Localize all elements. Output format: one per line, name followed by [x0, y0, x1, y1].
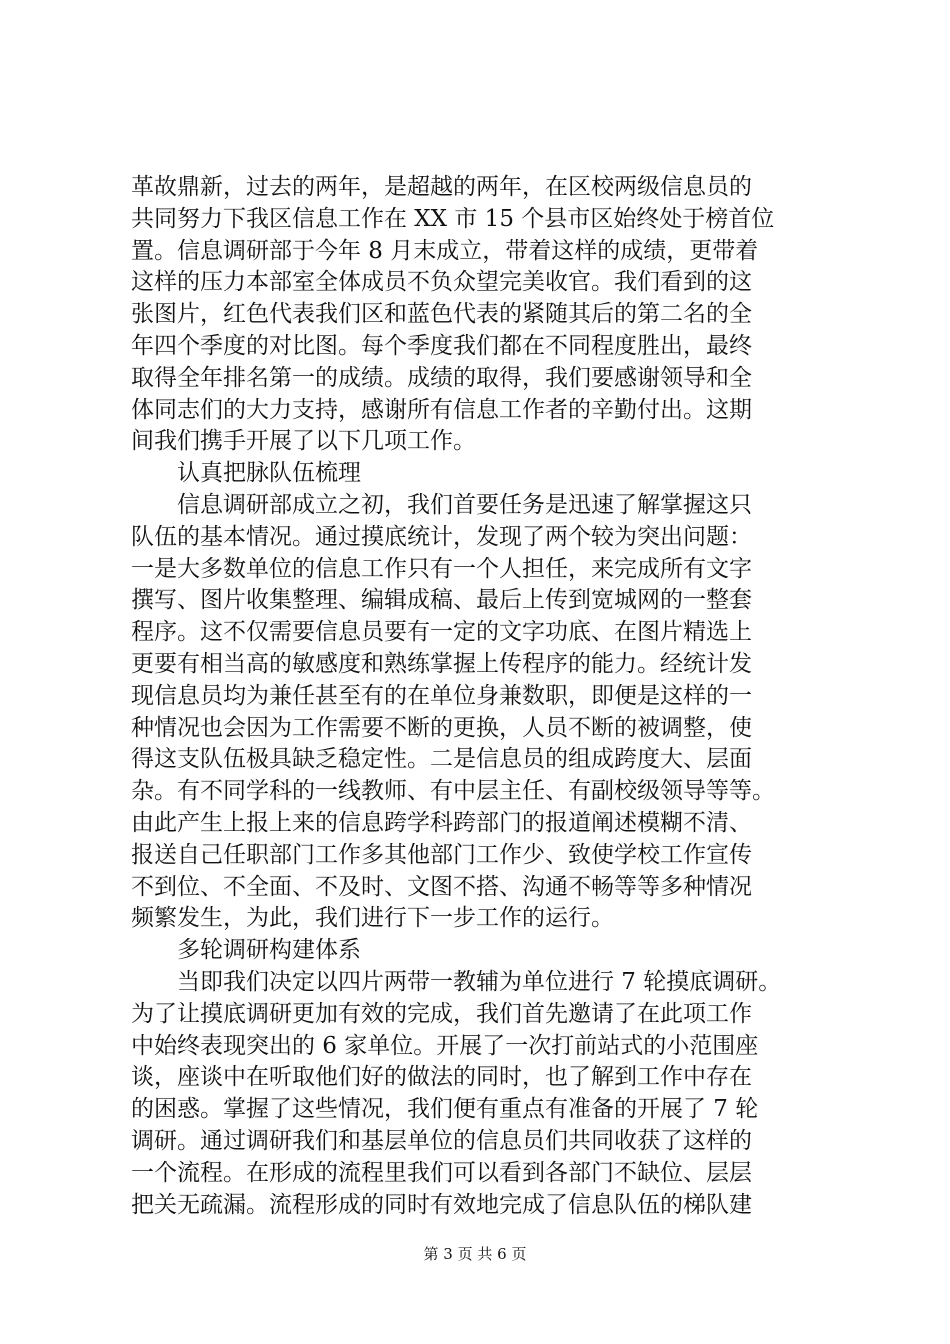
- text-line: 杂。有不同学科的一线教师、有中层主任、有副校级领导等等。: [131, 778, 775, 805]
- text-line: 为了让摸底调研更加有效的完成，我们首先邀请了在此项工作: [131, 1000, 752, 1027]
- text-line: 体同志们的大力支持，感谢所有信息工作者的辛勤付出。这期: [131, 396, 752, 423]
- section-heading: 认真把脉队伍梳理: [131, 460, 361, 487]
- text-line: 报送自己任职部门工作多其他部门工作少、致使学校工作宣传: [131, 841, 752, 868]
- text-line: 把关无疏漏。流程形成的同时有效地完成了信息队伍的梯队建: [131, 1191, 752, 1218]
- text-line: 频繁发生，为此，我们进行下一步工作的运行。: [131, 905, 614, 932]
- text-line: 共同努力下我区信息工作在 XX 市 15 个县市区始终处于榜首位: [131, 205, 775, 232]
- text-line: 由此产生上报上来的信息跨学科跨部门的报道阐述模糊不清、: [131, 809, 752, 836]
- text-line: 队伍的基本情况。通过摸底统计，发现了两个较为突出问题：: [131, 523, 752, 550]
- text-line: 更要有相当高的敏感度和熟练掌握上传程序的能力。经统计发: [131, 650, 752, 677]
- text-line: 置。信息调研部于今年 8 月末成立，带着这样的成绩，更带着: [131, 237, 759, 264]
- page-number-footer: 第 3 页 共 6 页: [423, 1245, 527, 1263]
- text-line: 中始终表现突出的 6 家单位。开展了一次打前站式的小范围座: [131, 1032, 759, 1059]
- text-line: 不到位、不全面、不及时、文图不搭、沟通不畅等等多种情况: [131, 873, 752, 900]
- text-line: 的困惑。掌握了这些情况，我们便有重点有准备的开展了 7 轮: [131, 1096, 759, 1123]
- text-line: 革故鼎新，过去的两年，是超越的两年，在区校两级信息员的: [131, 174, 752, 200]
- text-line: 张图片，红色代表我们区和蓝色代表的紧随其后的第二名的全: [131, 301, 752, 328]
- text-line: 一个流程。在形成的流程里我们可以看到各部门不缺位、层层: [131, 1159, 752, 1186]
- text-line: 程序。这不仅需要信息员要有一定的文字功底、在图片精选上: [131, 619, 752, 646]
- text-line: 现信息员均为兼任甚至有的在单位身兼数职，即便是这样的一: [131, 682, 752, 709]
- text-line: 调研。通过调研我们和基层单位的信息员们共同收获了这样的: [131, 1127, 752, 1154]
- body-text: [131, 172, 831, 1221]
- text-line: 谈，座谈中在听取他们好的做法的同时，也了解到工作中存在: [131, 1064, 752, 1091]
- text-line: 得这支队伍极具缺乏稳定性。二是信息员的组成跨度大、层面: [131, 746, 752, 773]
- text-line: 取得全年排名第一的成绩。成绩的取得，我们要感谢领导和全: [131, 364, 752, 391]
- text-line: 当即我们决定以四片两带一教辅为单位进行 7 轮摸底调研。: [131, 968, 782, 995]
- text-line: 一是大多数单位的信息工作只有一个人担任，来完成所有文字: [131, 555, 752, 582]
- text-line: 间我们携手开展了以下几项工作。: [131, 428, 476, 455]
- text-line: 信息调研部成立之初，我们首要任务是迅速了解掌握这只: [131, 491, 752, 518]
- text-line: 这样的压力本部室全体成员不负众望完美收官。我们看到的这: [131, 269, 752, 296]
- text-line: 种情况也会因为工作需要不断的更换，人员不断的被调整，使: [131, 714, 752, 741]
- text-line: 撰写、图片收集整理、编辑成稿、最后上传到宽城网的一整套: [131, 587, 752, 614]
- text-line: 年四个季度的对比图。每个季度我们都在不同程度胜出，最终: [131, 332, 752, 359]
- section-heading: 多轮调研构建体系: [131, 937, 361, 964]
